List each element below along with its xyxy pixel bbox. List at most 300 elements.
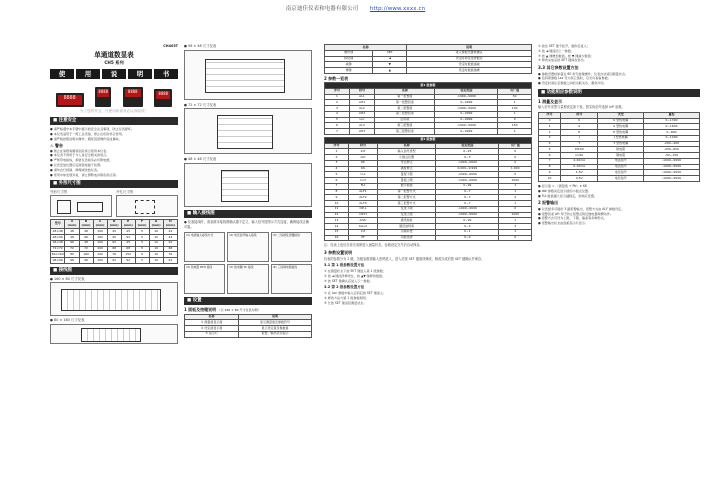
table-header: F (mm): [135, 219, 149, 229]
warning-item: ● 禁止在易燃易爆等危险场合使用本仪表。: [50, 148, 110, 153]
table-header: 出厂值: [499, 143, 532, 149]
table-cell: 100: [93, 235, 107, 241]
table-cell: 设定时数值递增: [407, 68, 532, 74]
table-cell: 1: [499, 218, 532, 224]
table-cell: 进入参数设置或确认: [407, 50, 532, 56]
step-item: ② 按 ◄ 键选择修改位，按 ▲▼ 键修改数值；: [324, 273, 386, 278]
meter-image: 8888: [123, 87, 143, 107]
table-cell: S 型热电偶: [598, 124, 644, 130]
table-cell: 第二报警值: [375, 106, 435, 112]
page-header: [0, 6, 711, 13]
table-cell: 45: [121, 240, 135, 246]
section-wiring: ■ 接线图: [50, 267, 178, 275]
measure-description: 输入信号类型与量程设定如下表，按实际信号选择 InP 参数。: [538, 105, 625, 110]
table-cell: 96×48: [51, 240, 65, 246]
table-cell: SET: [373, 50, 407, 56]
table-cell: 76: [107, 252, 121, 258]
table-cell: T 型热电偶: [598, 141, 644, 147]
table-cell: 0~7: [436, 201, 499, 207]
table-cell: -1999~9999: [436, 212, 499, 218]
table-cell: 92: [107, 240, 121, 246]
table-cell: K: [561, 118, 598, 124]
note-item: ● 仪表最多可提供 3 路报警输出，报警方式由 ALF 参数设定。: [538, 206, 625, 211]
table-cell: Pt100: [561, 147, 598, 153]
step-item: ② 按 ◄ 键返回上一参数；: [538, 48, 574, 53]
table-cell: 电流信号: [598, 158, 644, 164]
table-cell: 变送上限: [377, 212, 435, 218]
table-cell: 48: [65, 229, 79, 235]
table-cell: 44: [163, 235, 177, 241]
table-cell: 0: [499, 172, 532, 178]
input-description: ● 仪表接线时，请参照本接线图确认端子定义，输入信号按图示方式连接，确保接线正确可靠。: [184, 219, 309, 229]
table-cell: 48×96: [51, 235, 65, 241]
tile: 明: [128, 69, 152, 79]
table-cell: J: [561, 135, 598, 141]
table-cell: 第三报警回差: [375, 129, 435, 135]
table-row: [185, 331, 312, 337]
table-header: 量程: [643, 112, 699, 118]
table-cell: 1: [499, 183, 532, 189]
tile: 书: [154, 69, 178, 79]
table-cell: 48: [79, 229, 93, 235]
wiring-label: ● 72 × 72 尺寸仪表: [184, 102, 217, 107]
warning-item: ● 仪表安装位置应远离强电磁干扰源。: [50, 163, 104, 168]
table-cell: 0~99: [436, 218, 499, 224]
table-cell: 0~9: [436, 235, 499, 241]
company-url[interactable]: http://www.xxxx.cn: [369, 6, 426, 12]
table-cell: K 型热电偶: [598, 118, 644, 124]
tile: 用: [76, 69, 100, 79]
subsection-title: 1 测量及显示: [538, 98, 563, 104]
table-cell: InP: [348, 149, 377, 155]
table-header: 序号: [325, 88, 350, 94]
wiring-diagram: [184, 163, 312, 207]
input-wiring-grid: [184, 232, 312, 294]
table-cell: 48: [79, 240, 93, 246]
setup-description: 仪表的参数分为 2 级，各级参数需输入密码进入，进入后按 SET 键逐项修改，修改完成后按 SET 键确认并保存。: [324, 256, 485, 261]
table-row: [325, 68, 532, 74]
table-header: 符号: [561, 112, 598, 118]
meter-image: 8888: [95, 87, 111, 107]
table-cell: 第一报警回差: [375, 100, 435, 106]
table-cell: 6: [325, 178, 349, 184]
table-cell: 5: [135, 258, 149, 264]
table-cell: 80×160: [51, 251, 64, 256]
table-cell: 10: [149, 252, 163, 258]
table-cell: ② 设定值显示窗: [185, 326, 239, 332]
note-item: ● 报警回差 AH 用于防止报警点附近继电器频繁动作。: [538, 211, 614, 216]
table-cell: 显示设定值及参数值: [239, 326, 312, 332]
table-cell: 0~9999: [435, 117, 498, 123]
table-cell: 11: [325, 206, 349, 212]
table-cell: 0-10mA: [561, 164, 598, 170]
table-cell: ▼: [373, 62, 407, 68]
table-cell: 152: [121, 252, 135, 258]
step-item: ③ 按 SET 键确认后进入下一参数。: [324, 278, 373, 283]
table-cell: 5: [135, 235, 149, 241]
table-cell: 冷端补偿: [377, 229, 435, 235]
wiring-label: ● 48 × 48 尺寸仪表: [184, 157, 217, 162]
table-cell: 92: [107, 258, 121, 264]
table-cell: -1999~9999: [435, 106, 498, 112]
table-cell: -1999~9999: [643, 158, 699, 164]
note-item: ● 参数设置时如超过 60 秒无按键操作，仪表自动返回测量状态。: [538, 71, 629, 76]
table-cell: 第一报警方式: [377, 189, 435, 195]
column-1: [50, 44, 178, 495]
table-cell: FLt: [348, 183, 377, 189]
table-header-row: [51, 219, 178, 229]
table-cell: U-H: [348, 178, 377, 184]
table-cell: 68: [107, 246, 121, 252]
table-cell: 48×48: [51, 229, 65, 235]
wiring-box: (1) 电流输入接线方式: [184, 232, 225, 262]
table-cell: 0: [499, 235, 532, 241]
table-cell: 1: [498, 100, 532, 106]
table-cell: 0-5V: [561, 176, 598, 182]
table-cell: 5: [135, 229, 149, 235]
table-cell: 0~25: [436, 149, 499, 155]
table-cell: 1: [499, 229, 532, 235]
table-cell: 100: [93, 246, 107, 252]
table-cell: 68: [163, 246, 177, 252]
table-cell: 10: [149, 246, 163, 252]
table-cell: AL1: [349, 94, 374, 100]
table-cell: 96: [65, 240, 79, 246]
wiring-box: (2) 电压信号输入接线: [227, 232, 268, 262]
table-cell: 15: [325, 229, 349, 235]
table-cell: -1999~9999: [643, 176, 699, 182]
wiring-box: (6) 三线制电阻接线: [271, 264, 312, 294]
table-header: 名称: [375, 88, 435, 94]
table-cell: 增键: [325, 68, 373, 74]
table-cell: AH2: [349, 111, 374, 117]
doc-model: CH5 系列: [104, 60, 124, 66]
table-header: A (mm): [65, 219, 79, 229]
table-cell: 通讯波特率: [377, 224, 435, 230]
subsection-title: 3.2 第 2 级参数设置方法: [324, 285, 365, 290]
table-cell: 0~1300: [643, 118, 699, 124]
table-cell: 16: [325, 235, 349, 241]
warning-heading: ⚠ 警告: [50, 143, 63, 149]
table-cell: 9: [325, 195, 349, 201]
column-4: [538, 44, 700, 495]
key-table: 名称 说明 操作键 SET 进入参数设置或确认 移位键 ◄ 设定时移位选择数位 减键 ▼ 设定时数值递减 增键 ▲ 设定时数值递增: [324, 44, 532, 74]
table-cell: 12: [325, 212, 349, 218]
table-cell: 设定时移位选择数位: [407, 56, 532, 62]
wiring-label: ● 96 × 48 尺寸仪表: [184, 44, 217, 48]
table-cell: 5: [135, 246, 149, 252]
setup-title: 3 参数设置说明: [324, 250, 353, 256]
table-cell: 0~9999: [435, 129, 498, 135]
table-cell: 96: [65, 258, 79, 264]
wiring-diagram: [184, 108, 312, 154]
table-row: [51, 258, 178, 264]
table-cell: AL2: [349, 106, 374, 112]
table-cell: AH3: [349, 129, 374, 135]
table-cell: -1999~9999: [436, 160, 499, 166]
table-cell: 0: [539, 118, 561, 124]
wiring-box: (3) 二线制变送器接线: [271, 232, 312, 262]
step-item: ③ 长按 SET 键返回测量状态。: [324, 300, 367, 305]
panel-table: 名称 说明 ① 测量值显示窗 显示测量值及参数符号 ② 设定值显示窗 显示设定值及参数值 ③ 指示灯 报警、输出状态指示: [184, 314, 312, 338]
table-cell: 设定时数值递减: [407, 62, 532, 68]
note-item: ● 报警方式可设为上限、下限、偏差等多种形式。: [538, 216, 607, 221]
table-cell: 100: [498, 106, 532, 112]
table-cell: 1: [498, 129, 532, 135]
section-dimensions: ■ 外形尺寸图: [50, 180, 178, 188]
tagline: 为了您的安全，在使用前请务必认真阅读！: [79, 109, 149, 114]
table-cell: 0: [499, 149, 532, 155]
table-cell: 96: [79, 235, 93, 241]
table-cell: 0~7: [436, 195, 499, 201]
table-cell: 第三报警方式: [377, 201, 435, 207]
table-cell: -200~650: [643, 147, 699, 153]
table-cell: 1: [498, 111, 532, 117]
warning-item: ● 严禁带电接线，拆装仪表前务必切断电源。: [50, 158, 113, 163]
subsection-title: 3.3 其它参数设置方法: [538, 65, 579, 71]
table-cell: 4: [325, 111, 350, 117]
table-cell: 96×96: [51, 258, 65, 264]
table-cell: 45: [107, 229, 121, 235]
table-cell: U-L: [348, 172, 377, 178]
table-cell: 第三报警值: [375, 123, 435, 129]
table-cell: 0~3: [436, 224, 499, 230]
param-title: 2 参数一览表: [324, 75, 349, 81]
section-setup: ■ 设置: [184, 297, 312, 305]
table-cell: J 型热电偶: [598, 135, 644, 141]
table-cell: Pb: [348, 160, 377, 166]
section-input-wiring: ■ 输入接线图: [184, 210, 312, 218]
doc-code: CH403T: [163, 44, 178, 48]
table-cell: bAud: [348, 224, 377, 230]
table-cell: 移位键: [325, 56, 373, 62]
company-name: 南京迪佳仪表和电器有限公司: [285, 6, 359, 12]
table-cell: 操作键: [325, 50, 373, 56]
wiring-diagram: [184, 50, 312, 100]
table-cell: 电压信号: [598, 170, 644, 176]
table-cell: 5: [539, 147, 561, 153]
table-cell: 7: [325, 129, 350, 135]
table-cell: 100: [93, 252, 107, 258]
table-cell: 1: [325, 149, 349, 155]
table-cell: 10: [325, 201, 349, 207]
table-cell: Cu50: [561, 153, 598, 159]
table-header: 出厂值: [498, 88, 532, 94]
table-cell: ALF2: [348, 195, 377, 201]
step-item: ① 按住 SET 键不松开，数秒后进入；: [538, 44, 590, 48]
table-cell: 92: [163, 258, 177, 264]
table-cell: 第二报警回差: [375, 111, 435, 117]
table-cell: 92: [163, 240, 177, 246]
table-cell: -1999~9999: [436, 206, 499, 212]
table-header: 名称: [377, 143, 435, 149]
meter-image: 8888: [56, 93, 84, 107]
table-cell: 8: [539, 164, 561, 170]
table-cell: 显示测量值及参数符号: [239, 320, 312, 326]
param-note: 注：仪表上电后自检完成即进入测量状态，参数设定完毕后自动保存。: [324, 243, 423, 248]
warning-item: ● 本仪表不得用于与人身安全相关的场合。: [50, 153, 110, 158]
table-cell: 100: [93, 258, 107, 264]
table-cell: 92: [121, 258, 135, 264]
table-cell: 100: [93, 240, 107, 246]
note-item: ● FLt 数值越大显示越稳定，但响应变慢。: [538, 193, 597, 198]
table-cell: AL3: [349, 123, 374, 129]
table-cell: 150: [498, 123, 532, 129]
table-cell: 小数点位置: [377, 155, 435, 161]
table-cell: 满度修正: [377, 166, 435, 172]
table-cell: 零点修正: [377, 160, 435, 166]
table-cell: 1: [539, 124, 561, 130]
table-cell: -200~400: [643, 141, 699, 147]
table-cell: OP-L: [348, 206, 377, 212]
table-cell: S: [561, 124, 598, 130]
step-item: ④ 修改完成后按 SET 键保存退出。: [538, 58, 587, 63]
table-header: D (mm): [107, 219, 121, 229]
table-cell: 7: [539, 158, 561, 164]
note-item: ● dot 参数决定显示值的小数点位置。: [538, 188, 592, 193]
table-cell: 14: [325, 224, 349, 230]
table-cell: 3: [499, 224, 532, 230]
wiring-box: (4) 热电阻 RTD 接线: [184, 264, 225, 294]
table-cell: ① 测量值显示窗: [185, 320, 239, 326]
warning-item: ● 请勿自行拆卸、修理或改装仪表。: [50, 167, 101, 172]
table-cell: 0: [498, 117, 532, 123]
table-cell: 45: [107, 235, 121, 241]
table-row: [539, 176, 700, 182]
step-item: ① 在测量状态下按 SET 键进入第 1 级参数；: [324, 269, 386, 274]
table-cell: 72: [65, 246, 79, 252]
step-item: ① 在 Loc 参数中输入密码后按 SET 键进入；: [324, 291, 387, 296]
table-header: 序号: [325, 143, 349, 149]
table-cell: 5: [135, 240, 149, 246]
table-cell: 5: [135, 252, 149, 258]
table-cell: 0.000~9.999: [436, 166, 499, 172]
table-header: 序号: [539, 112, 561, 118]
table-cell: PF: [348, 235, 377, 241]
table-cell: 1000: [499, 178, 532, 184]
table-cell: 0~9999: [435, 100, 498, 106]
note-item: ● 密码锁参数 Loc 设为其它值时，仅允许查看参数。: [538, 76, 611, 81]
table-cell: 2: [325, 155, 349, 161]
table-cell: 0~1600: [643, 124, 699, 130]
table-cell: AH1: [349, 100, 374, 106]
table-header: 设定范围: [435, 88, 498, 94]
table-cell: 1-5V: [561, 170, 598, 176]
table-cell: dot: [348, 155, 377, 161]
table-cell: 1000: [499, 212, 532, 218]
table-cell: T: [561, 141, 598, 147]
cutout-drawing: 开孔尺寸图: [116, 190, 178, 217]
table-cell: 76: [163, 252, 177, 258]
table-cell: 6: [325, 123, 350, 129]
section-functions: ■ 功能相应参数说明: [538, 89, 700, 97]
table-cell: 0~99: [436, 183, 499, 189]
table-header: B (mm): [79, 219, 93, 229]
wiring-diagram: [50, 282, 178, 316]
table-cell: 1: [325, 94, 350, 100]
table-header: E (mm): [121, 219, 135, 229]
table-cell: 0~7: [436, 189, 499, 195]
table-header: 型号: [51, 219, 65, 229]
table-cell: 2: [539, 130, 561, 136]
table-row: [325, 235, 532, 241]
wiring-diagram: [50, 324, 178, 344]
section-notice: ■ 注意安全: [50, 117, 178, 125]
table-cell: -1999~9999: [435, 123, 498, 129]
table-cell: KK: [348, 166, 377, 172]
table-cell: 0~9999: [435, 111, 498, 117]
table-cell: 0~1: [436, 229, 499, 235]
table-header: 类型: [598, 112, 644, 118]
table-cell: Crt: [348, 229, 377, 235]
table-cell: -1999~9999: [435, 94, 498, 100]
meter-gallery: [50, 83, 178, 107]
table-cell: E 型热电偶: [598, 130, 644, 136]
subsection-title: 2 报警输出: [538, 200, 559, 206]
table-cell: 2: [499, 195, 532, 201]
outer-drawing: 外形尺寸图: [50, 190, 112, 217]
table-cell: 44: [163, 229, 177, 235]
tile: 使: [50, 69, 74, 79]
note-item: ● 显示值 = （测量值 + Pb）× KK: [538, 183, 588, 188]
table-cell: 10: [149, 235, 163, 241]
table-cell: 160: [79, 252, 93, 258]
table-cell: 10: [149, 240, 163, 246]
warning-item: ● 使用中如发现异常，请立即断电并联系供应商。: [50, 172, 119, 177]
table-cell: -1999~9999: [643, 164, 699, 170]
table-cell: 68: [121, 246, 135, 252]
table-cell: 10: [149, 229, 163, 235]
table-cell: 7: [325, 183, 349, 189]
meter-image: 8888: [154, 89, 172, 107]
manual-title-tiles: [50, 69, 178, 79]
table-header: G (mm): [149, 219, 163, 229]
table-header: 符号: [349, 88, 374, 94]
doc-title: 单通道数显表: [94, 50, 134, 59]
table-cell: 3: [539, 135, 561, 141]
table-cell: 92: [121, 235, 135, 241]
table-cell: 5: [325, 172, 349, 178]
notice-item: ● 本仪表适用于一般工业设备，禁止在危险场合使用。: [50, 131, 125, 136]
table-cell: -50~150: [643, 153, 699, 159]
table-cell: ▲: [373, 68, 407, 74]
table-cell: 数字滤波: [377, 183, 435, 189]
table-cell: 0~1000: [643, 135, 699, 141]
table-cell: 45: [121, 229, 135, 235]
table-cell: 1.000: [499, 166, 532, 172]
table-cell: 电压信号: [598, 176, 644, 182]
table-cell: 0: [499, 160, 532, 166]
step-item: ③ 按 ▲ 键增加数值，按 ▼ 键减少数值；: [538, 53, 594, 58]
table-cell: 96: [79, 258, 93, 264]
table-cell: 变送下限: [377, 206, 435, 212]
table-cell: 铜电阻: [598, 153, 644, 159]
table-cell: 2: [325, 100, 350, 106]
table-cell: 0~3: [436, 155, 499, 161]
subsection-title: 3.1 第 1 级参数设置方法: [324, 263, 365, 268]
table-cell: 0: [499, 155, 532, 161]
subsection-title: 1 面板及按键说明 （以 160 × 80 尺寸仪表为例）: [184, 307, 261, 313]
dimension-drawings: [50, 190, 178, 217]
dimension-table: [50, 219, 178, 264]
table-cell: 10: [149, 258, 163, 264]
table-cell: 100: [93, 229, 107, 235]
table-cell: 密码锁: [375, 117, 435, 123]
wiring-label: ● 80 × 160 尺寸仪表: [50, 318, 85, 323]
table-cell: 3: [325, 106, 350, 112]
param-table-1: 第1 级参数 序号 符号 名称 设定范围 出厂值 1 AL1 第一报警值 -1999~9999 50 2 AH1 第一报警回差 0~9999 1 3 AL2 第二报警值 -1999~9999 100 4 AH2 第二报警回差 0~9999 1 5 Loc 密码锁 0~9999 0 6 AL3 第三报警值 -1999~9999 150 7 AH3 第三报警回差 0~9999 1: [324, 82, 532, 135]
table-cell: 80: [65, 252, 79, 258]
